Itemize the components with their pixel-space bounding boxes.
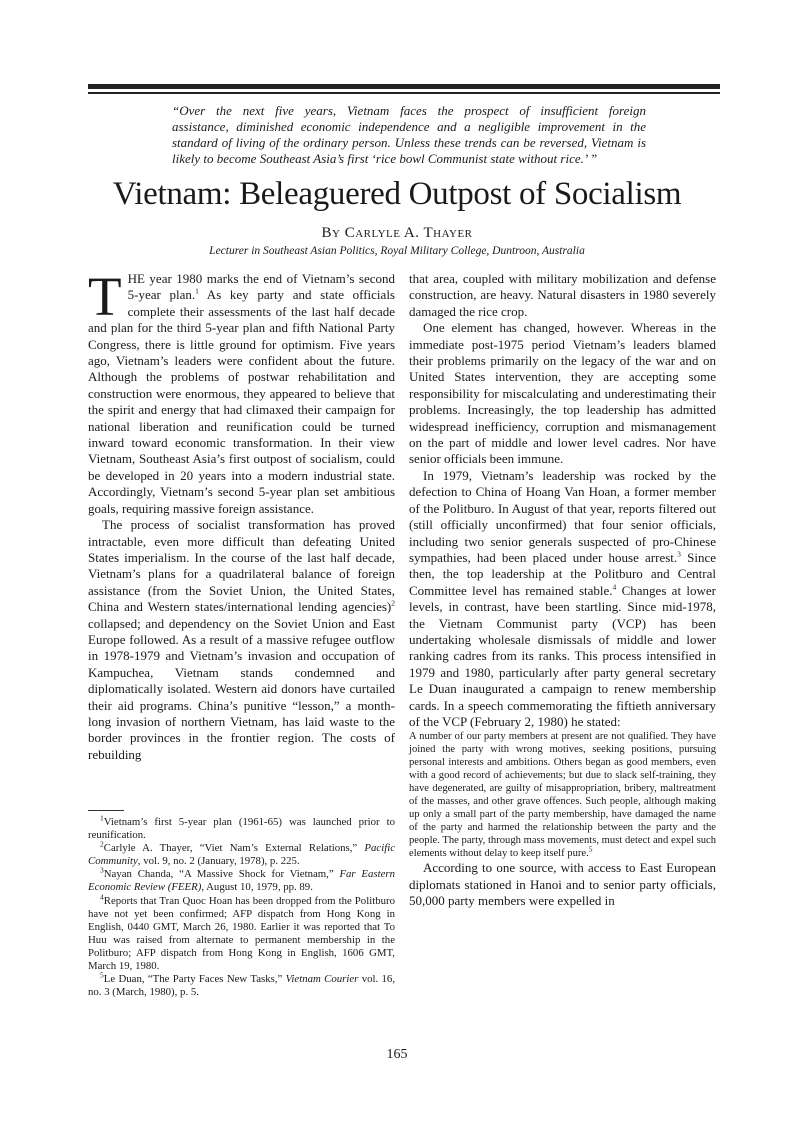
text-run: vol. 16, no. 3 (March, 1980), p. 5. <box>88 973 396 999</box>
text-run: Pacific Community <box>88 842 395 868</box>
epigraph-line: “Over the next five years, Vietnam faces the prospect of insufficient foreign <box>172 103 646 118</box>
paragraph <box>409 468 716 731</box>
footnote-number: 5 <box>100 970 104 980</box>
article-title: Vietnam: Beleaguered Outpost of Socialism <box>112 176 682 212</box>
header-rule-thick <box>88 84 720 89</box>
footnote-number: 1 <box>100 813 104 823</box>
right-column <box>409 271 716 910</box>
text-run: HE year 1980 marks the end of Vietnam’s second 5-year plan. <box>127 271 395 303</box>
text-run: Reports that Tran Quoc Hoan has been dropped from the Politburo have not yet been confirmed; AFP dispatch from Hong Kong in English, 0440 GMT, March 26, 1980. Earlier it was reported that To Huu was raised from alternate to permanent membership in the Politburo; AFP dispatch from Hong Kong in English, 1606 GMT, March 19, 1980. <box>88 894 395 973</box>
paragraph <box>88 517 395 763</box>
text-run: , vol. 9, no. 2 (January, 1978), p. 225. <box>137 855 300 868</box>
text-run: A number of our party members at present are not qualified. They have joined the party with wrong motives, seeking positions, pursuing personal interests and ambitions. Others began as good members, even with a good record of achievements; but due to slack self-training, they have degenerated, are guilty of misappropriation, bribery, maltreatment of the masses, and other grave offences. Such people, although making up only a small part of the party membership, have damaged the name of the party and harmed the relationship between the party and the people. The party, through mass movements, must detect and expel such elements without delay to keep itself pure. <box>409 731 716 860</box>
paragraph: One element has changed, however. Whereas in the immediate post-1975 period Vietnam’s leaders blamed their problems primarily on the legacy of the war and on United States intervention, they are accepting some responsibility for miscalculating and underestimating their problems. Increasingly, the top leadership has admitted widespread inefficiency, corruption and mismanagement on the part of middle and lower level cadres. Nor have senior officials been immune. <box>409 320 716 467</box>
footnote-number: 4 <box>100 891 104 901</box>
text-run: Vietnam’s first 5-year plan (1961-65) was launched prior to reunification. <box>88 816 395 842</box>
footnote-ref: 5 <box>588 844 593 854</box>
text-run: Vietnam Courier <box>285 973 359 986</box>
byline-by: By <box>321 225 341 241</box>
paragraph <box>88 266 395 517</box>
paragraph: that area, coupled with military mobilization and defense construction, are heavy. Natural disasters in 1980 severely damaged the rice crop. <box>409 271 716 319</box>
text-run: Le Duan, “The Party Faces New Tasks,” <box>103 973 286 986</box>
left-column <box>88 266 395 763</box>
footnote-ref: 2 <box>391 598 395 608</box>
footnote-rule <box>88 810 124 811</box>
text-run: Since then, the top leadership at the Politburo and Central Committee level has remained stable. <box>409 549 716 598</box>
epigraph-line: likely to become Southeast Asia’s first ‘rice bowl Communist state without rice.’ ” <box>172 151 598 166</box>
author-affiliation: Lecturer in Southeast Asian Politics, Royal Military College, Duntroon, Australia <box>209 245 585 257</box>
text-run: The process of socialist transformation has proved intractable, even more difficult than defeating United States imperialism. In the course of the last half decade, Vietnam’s plans for a quadrilateral balance of foreign assistance (from the Soviet Union, the United States, China and Western states/international lending agencies) <box>88 517 395 615</box>
paragraph: According to one source, with access to East European diplomats stationed in Hanoi and to senior party officials, 50,000 party members were expelled in <box>409 860 716 909</box>
footnotes <box>88 810 395 999</box>
text-run: Far Eastern Economic Review (FEER) <box>88 868 395 894</box>
footnote-number: 3 <box>100 865 104 875</box>
text-run: Changes at lower levels, in contrast, have been startling. Since mid-1978, the Vietnam Communist party (VCP) has been undertaking wholesale dismissals of middle and lower ranking cadres from its ranks. This process intensified in 1979 and 1980, particularly after party general secretary Le Duan inaugurated a campaign to renew membership cards. In a speech commemorating the fiftieth anniversary of the VCP (February 2, 1980) he stated: <box>409 582 716 729</box>
block-quote <box>409 730 716 860</box>
footnote <box>88 813 395 842</box>
page-number: 165 <box>386 1047 408 1062</box>
footnote <box>88 891 395 974</box>
footnote-number: 2 <box>100 839 104 849</box>
text-run: , August 10, 1979, pp. 89. <box>201 881 313 894</box>
byline-author: Carlyle A. Thayer <box>344 225 473 241</box>
epigraph <box>172 103 646 167</box>
epigraph-line: standard of living of the ordinary person. Unless these trends can be reversed, Vietnam is <box>172 135 646 150</box>
byline <box>0 225 794 242</box>
footnote <box>88 865 395 894</box>
text-run: Nayan Chanda, “A Massive Shock for Vietnam,” <box>103 868 340 881</box>
footnote-ref: 1 <box>195 287 199 297</box>
epigraph-line: assistance, diminished economic independence and a negligible improvement in the <box>172 119 646 134</box>
drop-cap: T <box>88 266 122 327</box>
text-run: In 1979, Vietnam’s leadership was rocked by the defection to China of Hoang Van Hoan, a former member of the Politburo. In August of that year, reports filtered out (still officially unconfirmed) that four senior officials, including two senior generals suspected of pro-Chinese sympathies, had been placed under house arrest. <box>409 467 716 565</box>
footnote <box>88 839 395 868</box>
footnote-ref: 4 <box>612 582 617 592</box>
footnote <box>88 970 396 999</box>
footnote-ref: 3 <box>677 549 681 559</box>
text-run: As key party and state officials complete their assessments of the last half decade and plan for the third 5-year plan and fifth National Party Congress, there is little ground for optimism. Five years ago, Vietnam’s leaders were confident about the future. Although the problems of postwar rehabilitation and construction were enormous, they appeared to believe that the spirit and energy that had climaxed their campaign for national liberation and reunification could be turned inward toward economic transformation. In their view Vietnam, Southeast Asia’s first outpost of socialism, could be developed in 20 years into a modern industrial state. Accordingly, Vietnam’s second 5-year plan set ambitious goals, requiring massive foreign assistance. <box>88 287 395 516</box>
text-run: collapsed; and dependency on the Soviet Union and East Europe followed. As a result of a massive refugee outflow in 1978-1979 and Vietnam’s invasion and occupation of Kampuchea, Vietnam stands condemned and diplomatically isolated. Western aid donors have curtailed their aid programs. China’s punitive “lesson,” a month-long invasion of northern Vietnam, has laid waste to the border provinces in the frontier region. The costs of rebuilding <box>88 615 395 762</box>
header-rule-thin <box>88 92 720 94</box>
text-run: Carlyle A. Thayer, “Viet Nam’s External Relations,” <box>103 842 365 855</box>
